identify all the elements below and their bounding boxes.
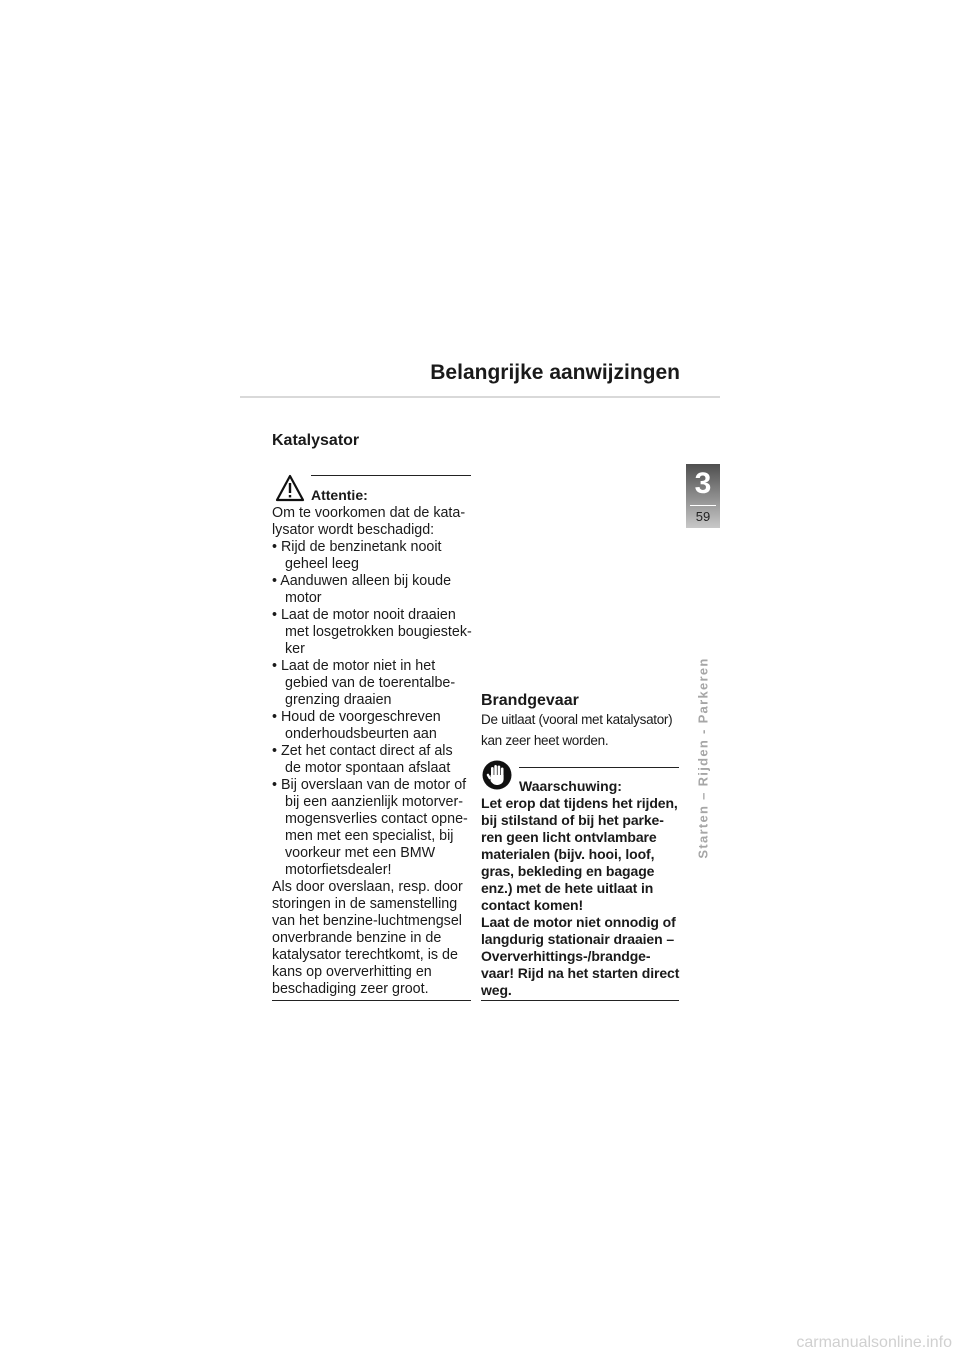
watermark: carmanualsonline.info: [796, 1334, 952, 1351]
attention-rule-top: [311, 475, 471, 476]
attention-closing: Als door overslaan, resp. door storingen in de samenstelling van het benzine-luchtmengsel onverbrande benzine in de katalysator terechtkomt, is de kans op oververhitting en beschadiging zeer groot.: [272, 879, 463, 997]
warning-text: Let erop dat tijdens het rijden, bij stilstand of bij het parke-ren geen licht ontvlambare materialen (bijv. hooi, loof, gras, bekleding en bagage enz.) met de hete uitlaat in contact komen!: [481, 795, 678, 913]
attention-rule-bottom: [272, 1000, 471, 1001]
warning-triangle-icon: [275, 474, 305, 502]
attention-label: Attentie:: [311, 487, 368, 503]
header-divider: [240, 396, 720, 398]
stop-hand-icon: [482, 760, 512, 790]
list-item: • Aanduwen alleen bij koude motor: [272, 573, 452, 606]
section-heading-katalysator: Katalysator: [272, 432, 360, 449]
chapter-tab-rule: [690, 505, 716, 506]
warning-rule-bottom: [481, 1000, 679, 1001]
page-title: Belangrijke aanwijzingen: [430, 361, 680, 384]
list-item: • Houd de voorgeschreven onderhoudsbeurten aan: [272, 709, 441, 742]
warning-text-2: Laat de motor niet onnodig of langdurig stationair draaien – Oververhittings-/brandge-vaar! Rijd na het starten direct weg.: [481, 914, 680, 998]
list-item: • Laat de motor nooit draaien met losgetrokken bougiestek-ker: [272, 607, 472, 657]
attention-intro: Om te voorkomen dat de kata-lysator wordt beschadigd:: [272, 505, 466, 538]
fire-hazard-heading: Brandgevaar: [481, 692, 579, 709]
list-item: • Zet het contact direct af als de motor spontaan afslaat: [272, 743, 453, 776]
list-item: • Bij overslaan van de motor of bij een aanzienlijk motorver-mogensverlies contact opne-men met een specialist, bij voorkeur met een BMW motorfietsdealer!: [272, 777, 468, 878]
page-number: 59: [695, 509, 711, 524]
chapter-side-label: Starten – Rijden - Parkeren: [695, 657, 711, 859]
attention-body: [272, 505, 472, 998]
warning-rule-top: [519, 767, 679, 768]
warning-body: [481, 795, 681, 999]
fire-hazard-text: De uitlaat (vooral met katalysator) kan zeer heet worden.: [481, 712, 673, 748]
list-item: • Laat de motor niet in het gebied van de toerentalbe-grenzing draaien: [272, 658, 456, 708]
chapter-number: 3: [694, 467, 712, 500]
list-item: • Rijd de benzinetank nooit geheel leeg: [272, 539, 442, 572]
warning-label: Waarschuwing:: [519, 778, 622, 794]
